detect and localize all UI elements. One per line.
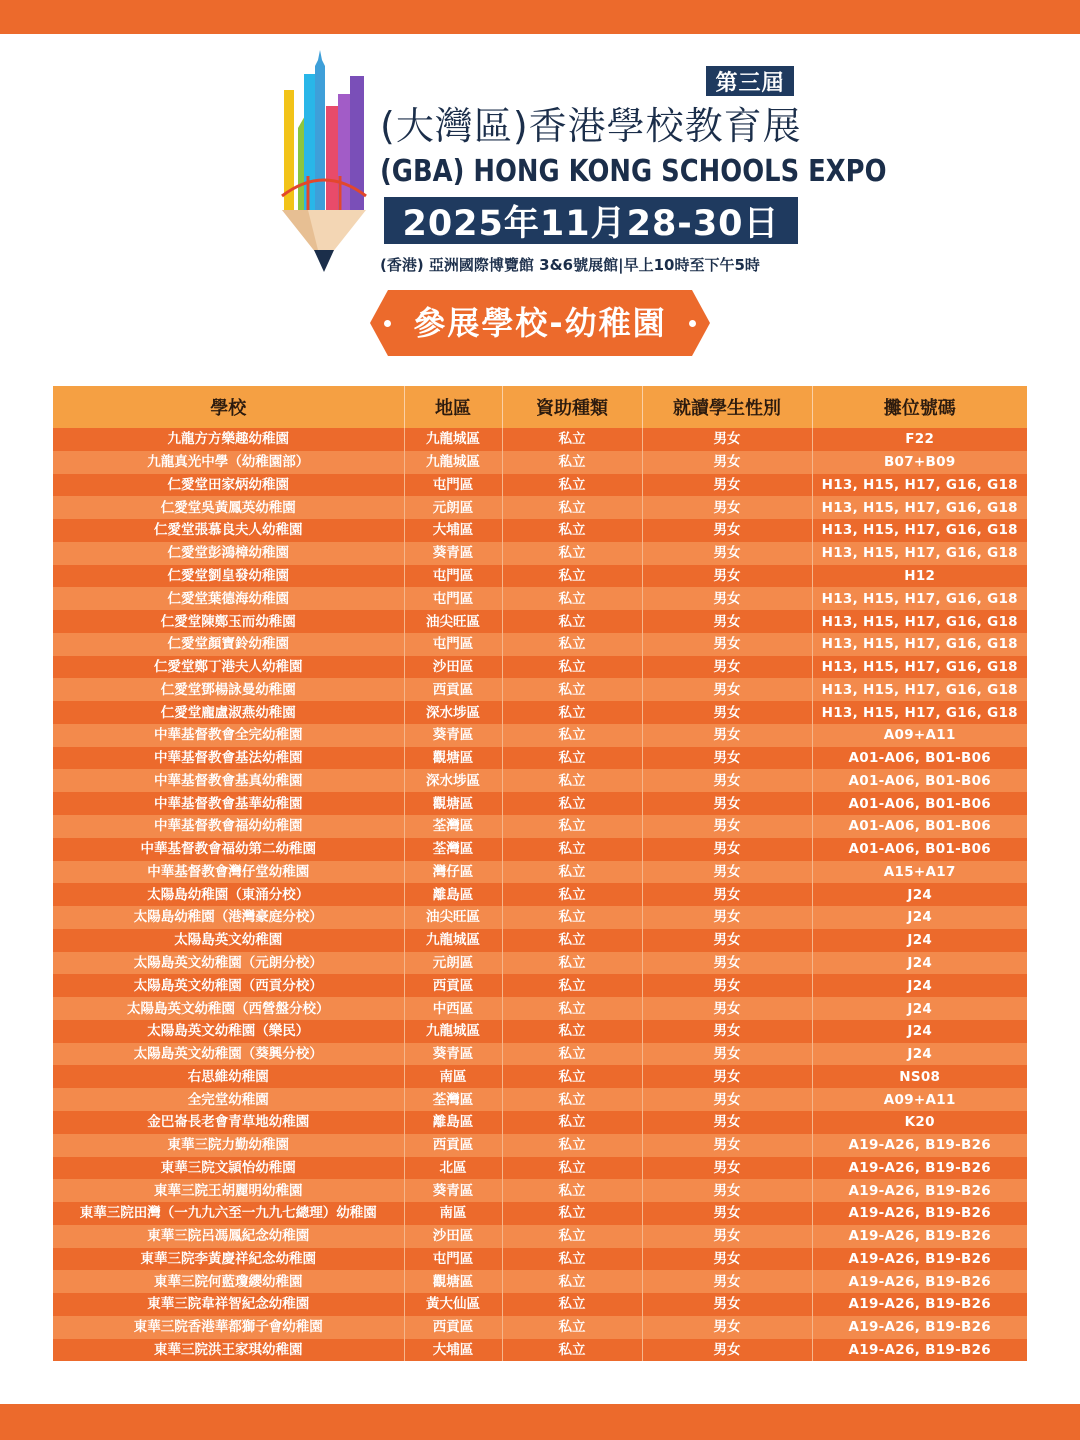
cell-district: 屯門區: [404, 633, 502, 656]
cell-district: 深水埗區: [404, 701, 502, 724]
table-row: [53, 861, 1027, 884]
table-row: [53, 1134, 1027, 1157]
cell-booth-number: J24: [812, 929, 1027, 952]
table-row: [53, 633, 1027, 656]
cell-student-gender: 男女: [642, 769, 812, 792]
cell-funding-type: 私立: [502, 1020, 642, 1043]
cell-student-gender: 男女: [642, 1202, 812, 1225]
cell-student-gender: 男女: [642, 1157, 812, 1180]
table-row: [53, 883, 1027, 906]
cell-funding-type: 私立: [502, 1270, 642, 1293]
table-row: [53, 428, 1027, 451]
cell-district: 觀塘區: [404, 747, 502, 770]
event-title-en: (GBA) HONG KONG SCHOOLS EXPO: [380, 154, 887, 189]
cell-district: 葵青區: [404, 542, 502, 565]
cell-district: 西貢區: [404, 678, 502, 701]
table-row: [53, 1043, 1027, 1066]
cell-booth-number: H13, H15, H17, G16, G18: [812, 610, 1027, 633]
table-row: [53, 997, 1027, 1020]
cell-funding-type: 私立: [502, 1111, 642, 1134]
cell-funding-type: 私立: [502, 1179, 642, 1202]
cell-booth-number: H12: [812, 565, 1027, 588]
cell-booth-number: H13, H15, H17, G16, G18: [812, 633, 1027, 656]
table-row: [53, 1293, 1027, 1316]
cell-funding-type: 私立: [502, 1248, 642, 1271]
cell-school: 仁愛堂葉德海幼稚園: [53, 587, 404, 610]
cell-booth-number: A09+A11: [812, 724, 1027, 747]
cell-school: 東華三院力勤幼稚園: [53, 1134, 404, 1157]
cell-booth-number: J24: [812, 952, 1027, 975]
cell-student-gender: 男女: [642, 1020, 812, 1043]
cell-student-gender: 男女: [642, 1248, 812, 1271]
cell-funding-type: 私立: [502, 792, 642, 815]
cell-school: 仁愛堂顏寶鈴幼稚園: [53, 633, 404, 656]
cell-school: 太陽島幼稚園（東涌分校）: [53, 883, 404, 906]
cell-booth-number: A19-A26, B19-B26: [812, 1134, 1027, 1157]
cell-district: 九龍城區: [404, 929, 502, 952]
cell-district: 大埔區: [404, 1339, 502, 1362]
cell-district: 西貢區: [404, 1134, 502, 1157]
table-row: [53, 451, 1027, 474]
cell-booth-number: H13, H15, H17, G16, G18: [812, 474, 1027, 497]
cell-funding-type: 私立: [502, 633, 642, 656]
cell-school: 仁愛堂劉皇發幼稚園: [53, 565, 404, 588]
cell-school: 仁愛堂張慕良夫人幼稚園: [53, 519, 404, 542]
table-row: [53, 838, 1027, 861]
cell-district: 荃灣區: [404, 838, 502, 861]
cell-funding-type: 私立: [502, 565, 642, 588]
cell-funding-type: 私立: [502, 542, 642, 565]
cell-district: 元朗區: [404, 496, 502, 519]
table-row: [53, 519, 1027, 542]
cell-student-gender: 男女: [642, 633, 812, 656]
cell-funding-type: 私立: [502, 1202, 642, 1225]
event-title-zh: (大灣區)香港學校教育展: [380, 104, 802, 148]
cell-booth-number: A19-A26, B19-B26: [812, 1248, 1027, 1271]
cell-booth-number: H13, H15, H17, G16, G18: [812, 496, 1027, 519]
cell-booth-number: A15+A17: [812, 861, 1027, 884]
table-row: [53, 747, 1027, 770]
cell-funding-type: 私立: [502, 952, 642, 975]
cell-school: 九龍方方樂趣幼稚園: [53, 428, 404, 451]
cell-district: 北區: [404, 1157, 502, 1180]
table-row: [53, 1316, 1027, 1339]
cell-district: 西貢區: [404, 1316, 502, 1339]
header-funding-type: 資助種類: [502, 386, 642, 428]
table-row: [53, 1225, 1027, 1248]
cell-funding-type: 私立: [502, 747, 642, 770]
exhibitor-table-container: [53, 386, 1027, 1361]
cell-funding-type: 私立: [502, 769, 642, 792]
cell-booth-number: J24: [812, 974, 1027, 997]
cell-funding-type: 私立: [502, 997, 642, 1020]
cell-student-gender: 男女: [642, 1270, 812, 1293]
cell-district: 荃灣區: [404, 1088, 502, 1111]
cell-student-gender: 男女: [642, 451, 812, 474]
cell-district: 西貢區: [404, 974, 502, 997]
cell-student-gender: 男女: [642, 747, 812, 770]
cell-booth-number: H13, H15, H17, G16, G18: [812, 587, 1027, 610]
cell-district: 屯門區: [404, 565, 502, 588]
cell-funding-type: 私立: [502, 587, 642, 610]
cell-funding-type: 私立: [502, 929, 642, 952]
cell-funding-type: 私立: [502, 1225, 642, 1248]
cell-school: 太陽島英文幼稚園（西營盤分校）: [53, 997, 404, 1020]
cell-district: 葵青區: [404, 1043, 502, 1066]
cell-school: 東華三院何藍瓊纓幼稚園: [53, 1270, 404, 1293]
table-row: [53, 1202, 1027, 1225]
cell-district: 灣仔區: [404, 861, 502, 884]
cell-school: 太陽島幼稚園（港灣豪庭分校）: [53, 906, 404, 929]
cell-funding-type: 私立: [502, 1134, 642, 1157]
cell-student-gender: 男女: [642, 542, 812, 565]
table-row: [53, 952, 1027, 975]
cell-booth-number: A19-A26, B19-B26: [812, 1202, 1027, 1225]
cell-student-gender: 男女: [642, 519, 812, 542]
exhibitor-table: [53, 386, 1027, 1361]
cell-school: 全完堂幼稚園: [53, 1088, 404, 1111]
cell-school: 仁愛堂田家炳幼稚園: [53, 474, 404, 497]
cell-booth-number: A19-A26, B19-B26: [812, 1157, 1027, 1180]
table-header-row: [53, 386, 1027, 428]
cell-school: 仁愛堂龐盧淑燕幼稚園: [53, 701, 404, 724]
table-row: [53, 678, 1027, 701]
cell-booth-number: A01-A06, B01-B06: [812, 769, 1027, 792]
cell-booth-number: A19-A26, B19-B26: [812, 1270, 1027, 1293]
edition-badge: 第三屆: [706, 66, 794, 96]
cell-district: 觀塘區: [404, 792, 502, 815]
cell-student-gender: 男女: [642, 838, 812, 861]
header-booth-number: 攤位號碼: [812, 386, 1027, 428]
cell-student-gender: 男女: [642, 496, 812, 519]
cell-student-gender: 男女: [642, 883, 812, 906]
cell-school: 仁愛堂鄭丁港夫人幼稚園: [53, 656, 404, 679]
cell-funding-type: 私立: [502, 701, 642, 724]
cell-district: 屯門區: [404, 474, 502, 497]
cell-school: 中華基督教會基真幼稚園: [53, 769, 404, 792]
cell-student-gender: 男女: [642, 428, 812, 451]
cell-student-gender: 男女: [642, 997, 812, 1020]
cell-student-gender: 男女: [642, 815, 812, 838]
cell-funding-type: 私立: [502, 496, 642, 519]
cell-booth-number: A19-A26, B19-B26: [812, 1339, 1027, 1362]
table-row: [53, 1020, 1027, 1043]
cell-student-gender: 男女: [642, 1065, 812, 1088]
cell-funding-type: 私立: [502, 428, 642, 451]
cell-booth-number: H13, H15, H17, G16, G18: [812, 519, 1027, 542]
cell-booth-number: B07+B09: [812, 451, 1027, 474]
cell-district: 油尖旺區: [404, 610, 502, 633]
cell-school: 仁愛堂鄧楊詠曼幼稚園: [53, 678, 404, 701]
table-row: [53, 610, 1027, 633]
cell-funding-type: 私立: [502, 451, 642, 474]
cell-district: 九龍城區: [404, 1020, 502, 1043]
table-row: [53, 656, 1027, 679]
cell-district: 中西區: [404, 997, 502, 1020]
cell-student-gender: 男女: [642, 1293, 812, 1316]
cell-student-gender: 男女: [642, 565, 812, 588]
table-row: [53, 1270, 1027, 1293]
cell-school: 中華基督教會全完幼稚園: [53, 724, 404, 747]
cell-school: 金巴崙長老會青草地幼稚園: [53, 1111, 404, 1134]
cell-student-gender: 男女: [642, 1043, 812, 1066]
cell-district: 九龍城區: [404, 428, 502, 451]
cell-funding-type: 私立: [502, 1293, 642, 1316]
cell-student-gender: 男女: [642, 1225, 812, 1248]
cell-school: 中華基督教會灣仔堂幼稚園: [53, 861, 404, 884]
cell-district: 屯門區: [404, 587, 502, 610]
cell-booth-number: A01-A06, B01-B06: [812, 792, 1027, 815]
header-district: 地區: [404, 386, 502, 428]
cell-student-gender: 男女: [642, 861, 812, 884]
cell-booth-number: F22: [812, 428, 1027, 451]
table-row: [53, 496, 1027, 519]
table-row: [53, 1088, 1027, 1111]
cell-district: 元朗區: [404, 952, 502, 975]
cell-school: 中華基督教會福幼幼稚園: [53, 815, 404, 838]
table-row: [53, 701, 1027, 724]
cell-student-gender: 男女: [642, 678, 812, 701]
cell-booth-number: H13, H15, H17, G16, G18: [812, 678, 1027, 701]
cell-district: 荃灣區: [404, 815, 502, 838]
cell-booth-number: H13, H15, H17, G16, G18: [812, 542, 1027, 565]
cell-student-gender: 男女: [642, 1134, 812, 1157]
cell-funding-type: 私立: [502, 474, 642, 497]
cell-booth-number: A19-A26, B19-B26: [812, 1179, 1027, 1202]
cell-booth-number: K20: [812, 1111, 1027, 1134]
cell-district: 葵青區: [404, 724, 502, 747]
cell-district: 油尖旺區: [404, 906, 502, 929]
cell-school: 東華三院韋祥智紀念幼稚園: [53, 1293, 404, 1316]
top-accent-bar: [0, 0, 1080, 34]
cell-school: 仁愛堂陳鄭玉而幼稚園: [53, 610, 404, 633]
cell-school: 東華三院呂馮鳳紀念幼稚園: [53, 1225, 404, 1248]
table-row: [53, 974, 1027, 997]
header-student-gender: 就讀學生性別: [642, 386, 812, 428]
cell-funding-type: 私立: [502, 815, 642, 838]
cell-student-gender: 男女: [642, 1111, 812, 1134]
cell-funding-type: 私立: [502, 861, 642, 884]
cell-student-gender: 男女: [642, 1339, 812, 1362]
table-row: [53, 542, 1027, 565]
cell-student-gender: 男女: [642, 792, 812, 815]
cell-school: 太陽島英文幼稚園（葵興分校）: [53, 1043, 404, 1066]
table-body: [53, 428, 1027, 1361]
cell-school: 太陽島英文幼稚園: [53, 929, 404, 952]
cell-district: 葵青區: [404, 1179, 502, 1202]
pencil-skyline-logo: [278, 46, 370, 278]
table-row: [53, 769, 1027, 792]
section-banner: [370, 290, 710, 356]
cell-booth-number: H13, H15, H17, G16, G18: [812, 701, 1027, 724]
cell-booth-number: J24: [812, 883, 1027, 906]
cell-district: 沙田區: [404, 1225, 502, 1248]
cell-funding-type: 私立: [502, 1316, 642, 1339]
cell-student-gender: 男女: [642, 906, 812, 929]
table-row: [53, 587, 1027, 610]
table-row: [53, 1157, 1027, 1180]
cell-booth-number: A01-A06, B01-B06: [812, 838, 1027, 861]
cell-school: 中華基督教會基華幼稚園: [53, 792, 404, 815]
cell-district: 南區: [404, 1065, 502, 1088]
cell-district: 深水埗區: [404, 769, 502, 792]
cell-school: 東華三院田灣（一九九六至一九九七總理）幼稚園: [53, 1202, 404, 1225]
cell-funding-type: 私立: [502, 838, 642, 861]
cell-student-gender: 男女: [642, 701, 812, 724]
table-row: [53, 1111, 1027, 1134]
bottom-accent-bar: [0, 1404, 1080, 1440]
cell-booth-number: A09+A11: [812, 1088, 1027, 1111]
cell-district: 南區: [404, 1202, 502, 1225]
cell-school: 中華基督教會基法幼稚園: [53, 747, 404, 770]
cell-booth-number: NS08: [812, 1065, 1027, 1088]
cell-funding-type: 私立: [502, 906, 642, 929]
cell-school: 東華三院王胡麗明幼稚園: [53, 1179, 404, 1202]
cell-funding-type: 私立: [502, 1339, 642, 1362]
cell-student-gender: 男女: [642, 1316, 812, 1339]
table-row: [53, 815, 1027, 838]
section-title: 參展學校-幼稚園: [413, 304, 667, 342]
cell-district: 觀塘區: [404, 1270, 502, 1293]
cell-funding-type: 私立: [502, 1065, 642, 1088]
cell-district: 大埔區: [404, 519, 502, 542]
cell-booth-number: A19-A26, B19-B26: [812, 1225, 1027, 1248]
cell-funding-type: 私立: [502, 1157, 642, 1180]
header-school: 學校: [53, 386, 404, 428]
cell-school: 仁愛堂彭鴻樟幼稚園: [53, 542, 404, 565]
cell-school: 右思維幼稚園: [53, 1065, 404, 1088]
cell-school: 東華三院香港華都獅子會幼稚園: [53, 1316, 404, 1339]
cell-student-gender: 男女: [642, 929, 812, 952]
cell-district: 黃大仙區: [404, 1293, 502, 1316]
cell-funding-type: 私立: [502, 656, 642, 679]
cell-district: 沙田區: [404, 656, 502, 679]
cell-student-gender: 男女: [642, 610, 812, 633]
cell-school: 中華基督教會福幼第二幼稚園: [53, 838, 404, 861]
cell-school: 九龍真光中學（幼稚園部）: [53, 451, 404, 474]
cell-student-gender: 男女: [642, 474, 812, 497]
table-row: [53, 1339, 1027, 1362]
cell-school: 仁愛堂吳黃鳳英幼稚園: [53, 496, 404, 519]
cell-booth-number: J24: [812, 1043, 1027, 1066]
table-row: [53, 1065, 1027, 1088]
cell-booth-number: J24: [812, 1020, 1027, 1043]
table-row: [53, 1248, 1027, 1271]
cell-student-gender: 男女: [642, 1179, 812, 1202]
cell-student-gender: 男女: [642, 587, 812, 610]
cell-school: 東華三院李黃慶祥紀念幼稚園: [53, 1248, 404, 1271]
cell-booth-number: J24: [812, 997, 1027, 1020]
cell-funding-type: 私立: [502, 1088, 642, 1111]
cell-student-gender: 男女: [642, 974, 812, 997]
table-row: [53, 929, 1027, 952]
event-venue-hours: (香港) 亞洲國際博覽館 3&6號展館|早上10時至下午5時: [380, 256, 760, 274]
table-row: [53, 792, 1027, 815]
table-row: [53, 1179, 1027, 1202]
cell-student-gender: 男女: [642, 724, 812, 747]
event-date: 2025年11月28-30日: [384, 197, 798, 244]
cell-funding-type: 私立: [502, 610, 642, 633]
cell-funding-type: 私立: [502, 974, 642, 997]
cell-school: 太陽島英文幼稚園（樂民）: [53, 1020, 404, 1043]
cell-district: 離島區: [404, 883, 502, 906]
table-row: [53, 474, 1027, 497]
cell-student-gender: 男女: [642, 1088, 812, 1111]
cell-district: 屯門區: [404, 1248, 502, 1271]
cell-booth-number: A19-A26, B19-B26: [812, 1316, 1027, 1339]
cell-booth-number: H13, H15, H17, G16, G18: [812, 656, 1027, 679]
cell-booth-number: J24: [812, 906, 1027, 929]
cell-funding-type: 私立: [502, 519, 642, 542]
cell-school: 太陽島英文幼稚園（元朗分校）: [53, 952, 404, 975]
cell-school: 太陽島英文幼稚園（西貢分校）: [53, 974, 404, 997]
cell-funding-type: 私立: [502, 1043, 642, 1066]
cell-district: 離島區: [404, 1111, 502, 1134]
cell-booth-number: A01-A06, B01-B06: [812, 747, 1027, 770]
table-row: [53, 565, 1027, 588]
cell-funding-type: 私立: [502, 678, 642, 701]
cell-booth-number: A19-A26, B19-B26: [812, 1293, 1027, 1316]
cell-district: 九龍城區: [404, 451, 502, 474]
cell-student-gender: 男女: [642, 656, 812, 679]
cell-school: 東華三院文頴怡幼稚園: [53, 1157, 404, 1180]
cell-funding-type: 私立: [502, 724, 642, 747]
cell-funding-type: 私立: [502, 883, 642, 906]
cell-booth-number: A01-A06, B01-B06: [812, 815, 1027, 838]
cell-school: 東華三院洪王家琪幼稚園: [53, 1339, 404, 1362]
cell-student-gender: 男女: [642, 952, 812, 975]
table-row: [53, 906, 1027, 929]
table-row: [53, 724, 1027, 747]
